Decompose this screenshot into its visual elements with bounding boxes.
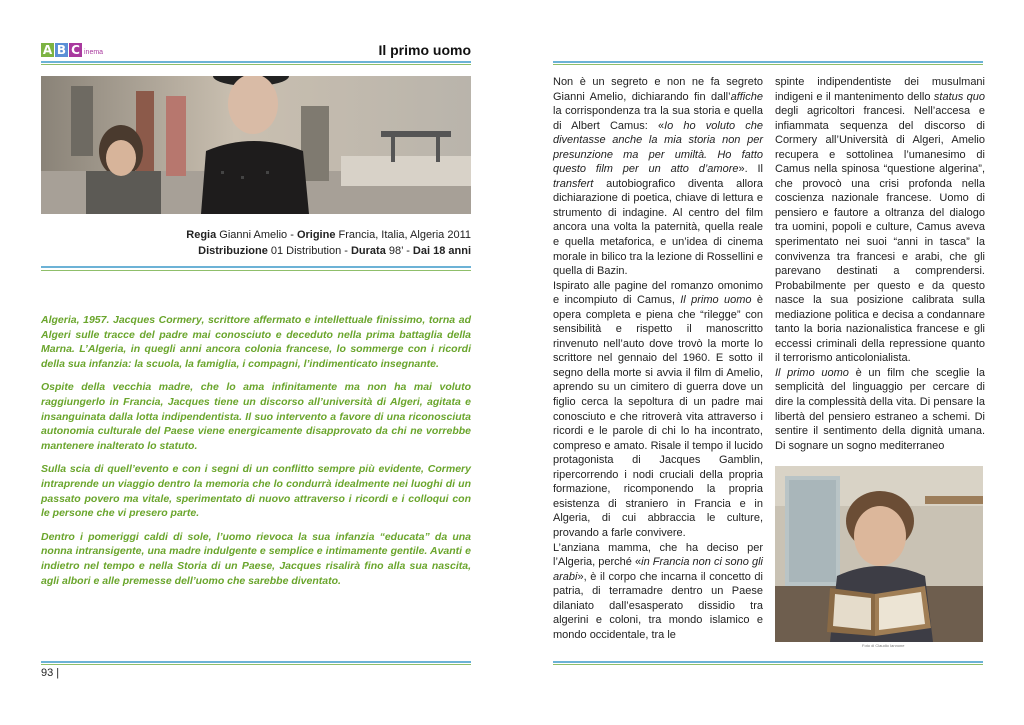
footer-rule-right: [553, 661, 983, 663]
distribuzione-label: Distribuzione: [198, 245, 268, 257]
logo-letter-a: A: [42, 43, 53, 57]
credits-rule: [41, 266, 471, 268]
footer-rule-left: [41, 661, 471, 663]
header-rule-right: [553, 61, 983, 63]
page-number: 93 |: [41, 667, 60, 679]
film-still-grandmother-and-boy: [41, 76, 471, 214]
synopsis-paragraph: Dentro i pomeriggi caldi di sole, l’uomo rievoca la sua infanzia “educata” da una nonna intransigente, una madre indulgente e semplice e intimamente gentile. Avanti e indietro nel tempo e nella Storia di un Paese, Jacques risalirà fino alla sua nascita, agli albori e alle premesse dell’uomo che sarebbe diventato.: [41, 530, 471, 587]
regia-value: Gianni Amelio -: [216, 229, 297, 241]
page-title: Il primo uomo: [378, 42, 471, 58]
review-column-2: [775, 75, 985, 453]
film-credits: [41, 227, 471, 259]
review-paragraph: L’anziana mamma, che ha deciso per l’Algeria, perché «in Francia non ci sono gli arabi», è il corpo che incarna il concetto di patria, di terramadre dentro un Paese dilaniato dall’esasperato dissidio tra algerini e coloni, tra mondo islamico e mondo occidentale, tra le: [553, 541, 763, 641]
synopsis: [41, 313, 471, 597]
logo-wordmark: inema: [84, 49, 104, 56]
film-still-boy-reading: [775, 466, 983, 642]
synopsis-paragraph: Sulla scia di quell’evento e con i segni di un conflitto sempre più evidente, Cormery intraprende un viaggio dentro la memoria che lo condurrà idealmente nei luoghi di un passato povero ma vitale, sperimentato di nuovo attraverso i ricordi e i colloqui con le persone che vi presero parte.: [41, 463, 471, 520]
origine-value: Francia, Italia, Algeria 2011: [335, 229, 471, 241]
header-rule-right-green: [553, 64, 983, 65]
synopsis-paragraph: Ospite della vecchia madre, che lo ama infinitamente ma non ha mai voluto raggiungerlo in Francia, Jacques tiene un discorso all’università di Algeri, agitata e insanguinata dalla lotta indipendentista. Il suo intervento a favore di una riconosciuta autonomia culturale del Paese viene energicamente disapprovato da chi ne vorrebbe mantenere inalterato lo statuto.: [41, 381, 471, 452]
footer-rule-right-green: [553, 664, 983, 665]
durata-value: 98’ -: [385, 245, 413, 257]
age-rating: Dai 18 anni: [412, 245, 471, 257]
header-rule-left: [41, 61, 471, 63]
durata-label: Durata: [350, 245, 386, 257]
logo-letter-b: B: [56, 43, 67, 57]
abc-cinema-logo: [41, 41, 103, 57]
credits-line-2: [41, 243, 471, 259]
photo-caption: Foto di Claudio Iannone: [862, 643, 905, 648]
review-paragraph: Non è un segreto e non ne fa segreto Gianni Amelio, dichiarando fin dall’affiche la corrispondenza tra la sua storia e quella di Albert Camus: «Io ho voluto che diventasse anche la mia storia non per presunzione ma per umiltà. Ho fatto questo film per un atto d’amore». Il transfert autobiografico diventa allora dichiarazione di poetica, chiave di lettura e strumento di indagine. Al centro del film ancora una volta la paternità, quella reale e quella metaforica, e un’idea di cinema morale in bilico tra la lezione di Rossellini e quella di Bazin.: [553, 76, 764, 278]
review-paragraph: Ispirato alle pagine del romanzo omonimo e incompiuto di Camus, Il primo uomo è opera completa e piena che “rilegge” con sensibilità e rispetto il manoscritto rinvenuto nell’auto dove trovò la morte lo scrittore nel gennaio del 1960. E sotto il segno della morte si avvia il film di Amelio, aprendo su un cimitero di guerra dove un figlio cerca la sepoltura di un padre mai conosciuto e che ritroverà vita attraverso i ricordi e le parole di chi lo ha incontrato, compreso e amato. Risale il tempo il lucido protagonista di Jacques Gamblin, ripercorrendo i nodi cruciali della propria formazione, ricomponendo la propria esistenza di straniero in Francia e in Algeria, di cui abbraccia le culture, provando a farle convivere.: [553, 279, 763, 539]
review-paragraph: Il primo uomo è un film che sceglie la semplicità del linguaggio per cercare di dire la complessità della vita. Di pensare la libertà del pensiero estraneo a schemi. Di sentire il sentimento della dignità umana. Di sognare un sogno mediterraneo: [775, 366, 985, 452]
review-column-1: [553, 75, 763, 642]
review-paragraph: spinte indipendentiste dei musulmani indigeni e il mantenimento dello status quo degli agricoltori francesi. Nell’accesa e infiammata sequenza del discorso di Cormery all’Università di Algeri, Amelio recupera e sottolinea l’umanesimo di Camus nella spinosa “questione algerina”, che provocò una crisi profonda nella coscienza nazionale francese. Uomo di pensiero e fautore a oltranza del dialogo tra uomini, popoli e culture, Camus aveva sperimentato nei suoi “anni in tasca” la convivenza tra francesi e arabi, che gli parevano destinati a comprendersi. Probabilmente per questo e da questo nasce la sua posizione calibrata sulla mediazione politica e decisa a condannare tanto la boria nazionalistica francese e gli eccessi criminali della repressione quanto il terrorismo anticolonialista.: [775, 76, 985, 365]
logo-letter-c: C: [69, 43, 82, 57]
origine-label: Origine: [296, 229, 336, 241]
footer-rule-left-green: [41, 664, 471, 665]
credits-line-1: [41, 227, 471, 243]
synopsis-paragraph: Algeria, 1957. Jacques Cormery, scrittore affermato e intellettuale finissimo, torna ad Algeri sulle tracce del padre mai conosciuto e deceduto nella prima battaglia della Marna. L’Algeria, in quegli anni ancora colonia francese, lo sommerge con i ricordi della sua infanzia: la scuola, la famiglia, i compagni, l’indimenticato insegnante.: [41, 314, 471, 370]
credits-rule-green: [41, 270, 471, 271]
header-rule-left-green: [41, 64, 471, 65]
regia-label: Regia: [186, 229, 217, 241]
distribuzione-value: 01 Distribution -: [267, 245, 351, 257]
